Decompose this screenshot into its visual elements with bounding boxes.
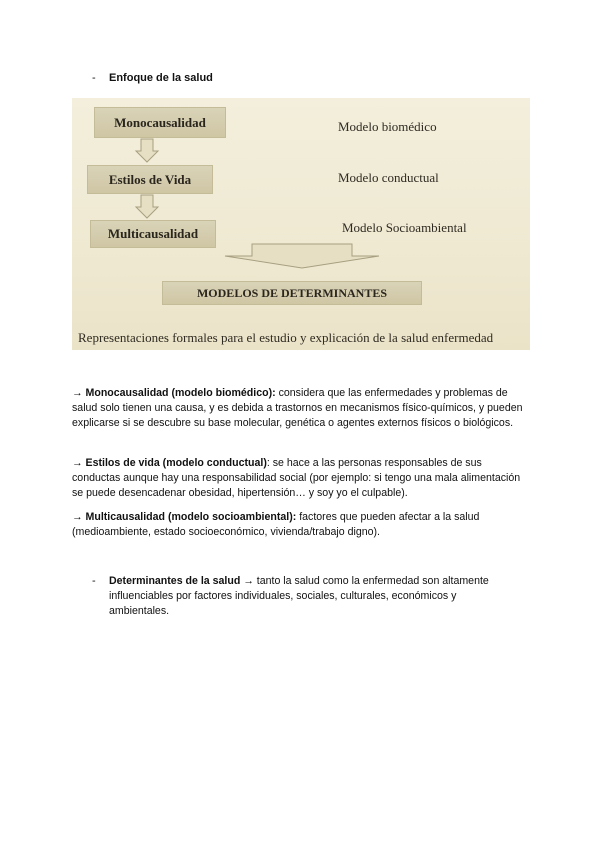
box-estilos-de-vida: Estilos de Vida [87,165,213,194]
arrow-down-wide [222,242,382,270]
para1-lead: → Monocausalidad (modelo biomédico): [72,387,276,399]
figure-caption: Representaciones formales para el estudio y explicación de la salud enfermedad [78,330,494,345]
determinantes-text: → tanto la salud como la enfermedad son altamente influenciables por factores individuales, sociales, culturales, económicos y ambientales. [109,575,489,617]
paragraph-determinantes [109,574,509,619]
arrow-down-2 [134,194,160,220]
bullet-dash: - [92,72,96,84]
box-monocausalidad: Monocausalidad [94,107,226,138]
paragraph-monocausalidad [72,386,527,431]
bullet-dash-2: - [92,575,96,587]
para2-arrow: → [72,457,86,469]
paragraph-estilos-de-vida [72,456,527,501]
para2-lead: Estilos de vida (modelo conductual) [85,457,267,469]
arrow-down-1 [134,138,160,164]
label-modelo-biomedico: Modelo biomédico [338,119,437,134]
para3-text: factores que pueden afectar a la salud (medioambiente, estado socioeconómico, vivienda/trabajo digno). [72,511,480,538]
label-modelo-conductual: Modelo conductual [338,170,439,185]
section-determinantes [92,574,96,589]
section-heading [92,71,213,86]
models-diagram [72,98,530,350]
para2-text: : se hace a las personas responsables de sus conductas aunque hay una responsabilidad social (por ejemplo: si tengo una mala alimentación se puede desencadenar obesidad, hipertensión… y soy yo el culpable). [72,457,521,499]
determinantes-lead: Determinantes de la salud [109,575,241,587]
box-multicausalidad: Multicausalidad [90,220,216,248]
paragraph-multicausalidad [72,510,527,540]
heading-enfoque: Enfoque de la salud [109,72,213,84]
label-modelo-socioambiental: Modelo Socioambiental [342,220,467,235]
box-modelos-determinantes: MODELOS DE DETERMINANTES [162,281,422,305]
para3-lead: → Multicausalidad (modelo socioambiental): [72,511,297,523]
para1-text: considera que las enfermedades y problemas de salud solo tienen una causa, y es debida a trastornos en mecanismos físico-químicos, y pueden explicarse si se descubre su base molecular, genética o agentes externos físicos o biológicos. [72,387,523,429]
